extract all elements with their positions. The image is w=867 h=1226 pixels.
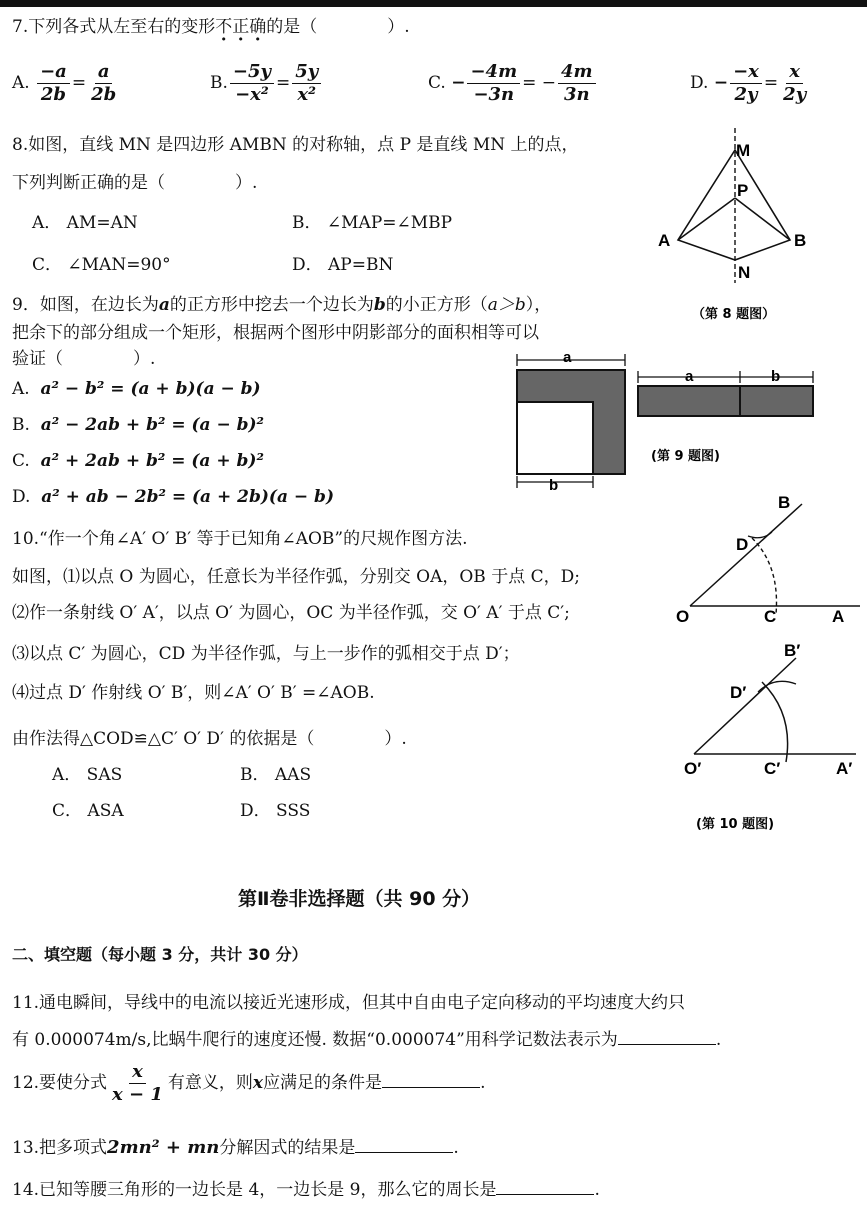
label-n: N: [738, 263, 751, 282]
label-a: A: [832, 607, 845, 626]
q10-line1: 10.“作一个角∠A′ O′ B′ 等于已知角∠AOB”的尺规作图方法.: [12, 529, 468, 549]
segment-bp: [735, 198, 790, 240]
q7-option-a: A. $\frac{-a}{2b}$ = $\frac{a}{2b}$: [12, 61, 117, 105]
q11-line2: 有 0.000074m/s,比蜗牛爬行的速度还慢. 数据“0.000074”用科学记数法表示为 .: [12, 1030, 722, 1050]
q8-caption: （第 8 题图）: [692, 307, 776, 322]
label-d2: D′: [730, 683, 747, 702]
q10-option-c: C． ASA: [52, 801, 124, 821]
label-b2: B′: [784, 641, 801, 660]
q8-line1: 8.如图，直线 MN 是四边形 AMBN 的对称轴，点 P 是直线 MN 上的点，: [12, 135, 579, 155]
label-b: B: [794, 231, 807, 250]
q9-option-b: B. a² − 2ab + b² = (a − b)²: [12, 415, 265, 435]
q9-option-a: A. a² − b² = (a + b)(a − b): [12, 379, 261, 399]
q12-line: 12.要使分式 $\frac{x}{x - 1}$ 有意义，则x应满足的条件是 .: [12, 1061, 486, 1105]
q7-option-d: D. − $\frac{-x}{2y}$ = $\frac{x}{2y}$: [690, 61, 807, 105]
label-c: C: [764, 607, 777, 626]
q8-option-c: C． ∠MAN=90°: [32, 255, 171, 275]
label-o: O: [676, 607, 690, 626]
q13-answer-blank[interactable]: [355, 1136, 453, 1153]
arc-c2d2: [762, 682, 788, 762]
q7-option-c: C. − $\frac{-4m}{-3n}$ = − $\frac{4m}{3n}$: [428, 60, 598, 106]
segment-ap: [678, 198, 735, 240]
q9-option-d: D. a² + ab − 2b² = (a + 2b)(a − b): [12, 487, 334, 507]
ray-ob: [690, 504, 802, 606]
quad-ambn: [678, 150, 790, 260]
arc-cd: [752, 538, 777, 614]
label-a: A: [658, 231, 671, 250]
q10-line2: 如图，⑴以点 O 为圆心，任意长为半径作弧，分别交 OA，OB 于点 C，D;: [12, 567, 580, 587]
q10-line4: ⑶以点 C′ 为圆心，CD 为半径作弧，与上一步作的弧相交于点 D′；: [12, 644, 520, 664]
section2-title: 第Ⅱ卷非选择题（共 90 分）: [238, 888, 481, 910]
q7-stem: 7.下列各式从左至右的变形不正确的是（ ）.: [12, 17, 410, 37]
q9-line3: 验证（ ）.: [12, 349, 156, 369]
q9-caption: (第 9 题图): [651, 449, 720, 464]
label-a2: A′: [836, 759, 853, 778]
ray-o2b2: [694, 658, 796, 754]
q8-option-a: A． AM=AN: [32, 213, 138, 233]
q8-line2: 下列判断正确的是（ ）.: [12, 173, 258, 193]
label-b2: b: [771, 368, 781, 385]
q7-option-b: B. $\frac{-5y}{\text{−x²}}$ = $\frac{5y}{\text{x²}}$: [210, 60, 323, 106]
q8-figure: [650, 128, 860, 323]
label-o2: O′: [684, 759, 702, 778]
q12-answer-blank[interactable]: [382, 1071, 480, 1088]
label-b: B: [778, 493, 791, 512]
label-a1: a: [563, 350, 572, 366]
q9-line1: 9．如图，在边长为a的正方形中挖去一个边长为b的小正方形（a＞b），: [12, 295, 552, 315]
q10-figure: [672, 486, 864, 836]
q10-option-b: B． AAS: [240, 765, 312, 785]
label-b1: b: [549, 477, 559, 494]
q10-caption: (第 10 题图): [696, 817, 775, 832]
q9-option-c: C. a² + 2ab + b² = (a + b)²: [12, 451, 264, 471]
q13-line: 13.把多项式2mn² + mn分解因式的结果是 .: [12, 1137, 459, 1158]
label-m: M: [736, 141, 751, 160]
q11-line1: 11.通电瞬间，导线中的电流以接近光速形成，但其中自由电子定向移动的平均速度大约只: [12, 993, 686, 1013]
rect-part-a: [638, 386, 740, 416]
q8-option-b: B． ∠MAP=∠MBP: [292, 213, 453, 233]
q9-line2: 把余下的部分组成一个矩形，根据两个图形中阴影部分的面积相等可以: [12, 323, 539, 343]
label-p: P: [737, 181, 749, 200]
small-square: [517, 402, 593, 474]
q11-answer-blank[interactable]: [618, 1028, 716, 1045]
label-d: D: [736, 535, 749, 554]
section2-heading: 二、填空题（每小题 3 分，共计 30 分）: [12, 945, 308, 964]
rect-part-b: [740, 386, 813, 416]
q14-answer-blank[interactable]: [496, 1178, 594, 1195]
label-c2: C′: [764, 759, 781, 778]
q10-option-a: A． SAS: [52, 765, 123, 785]
q10-line6: 由作法得△COD≌△C′ O′ D′ 的依据是（ ）.: [12, 729, 407, 749]
q9-figure: [505, 350, 835, 495]
q8-option-d: D． AP=BN: [292, 255, 394, 275]
q10-option-d: D． SSS: [240, 801, 311, 821]
q10-line5: ⑷过点 D′ 作射线 O′ B′，则∠A′ O′ B′ =∠AOB.: [12, 683, 375, 703]
q14-line: 14.已知等腰三角形的一边长是 4，一边长是 9，那么它的周长是 .: [12, 1180, 600, 1200]
label-a2: a: [685, 368, 694, 385]
top-border: [0, 0, 867, 7]
q10-line3: ⑵作一条射线 O′ A′，以点 O′ 为圆心，OC 为半径作弧，交 O′ A′ 于点 C′;: [12, 603, 570, 623]
